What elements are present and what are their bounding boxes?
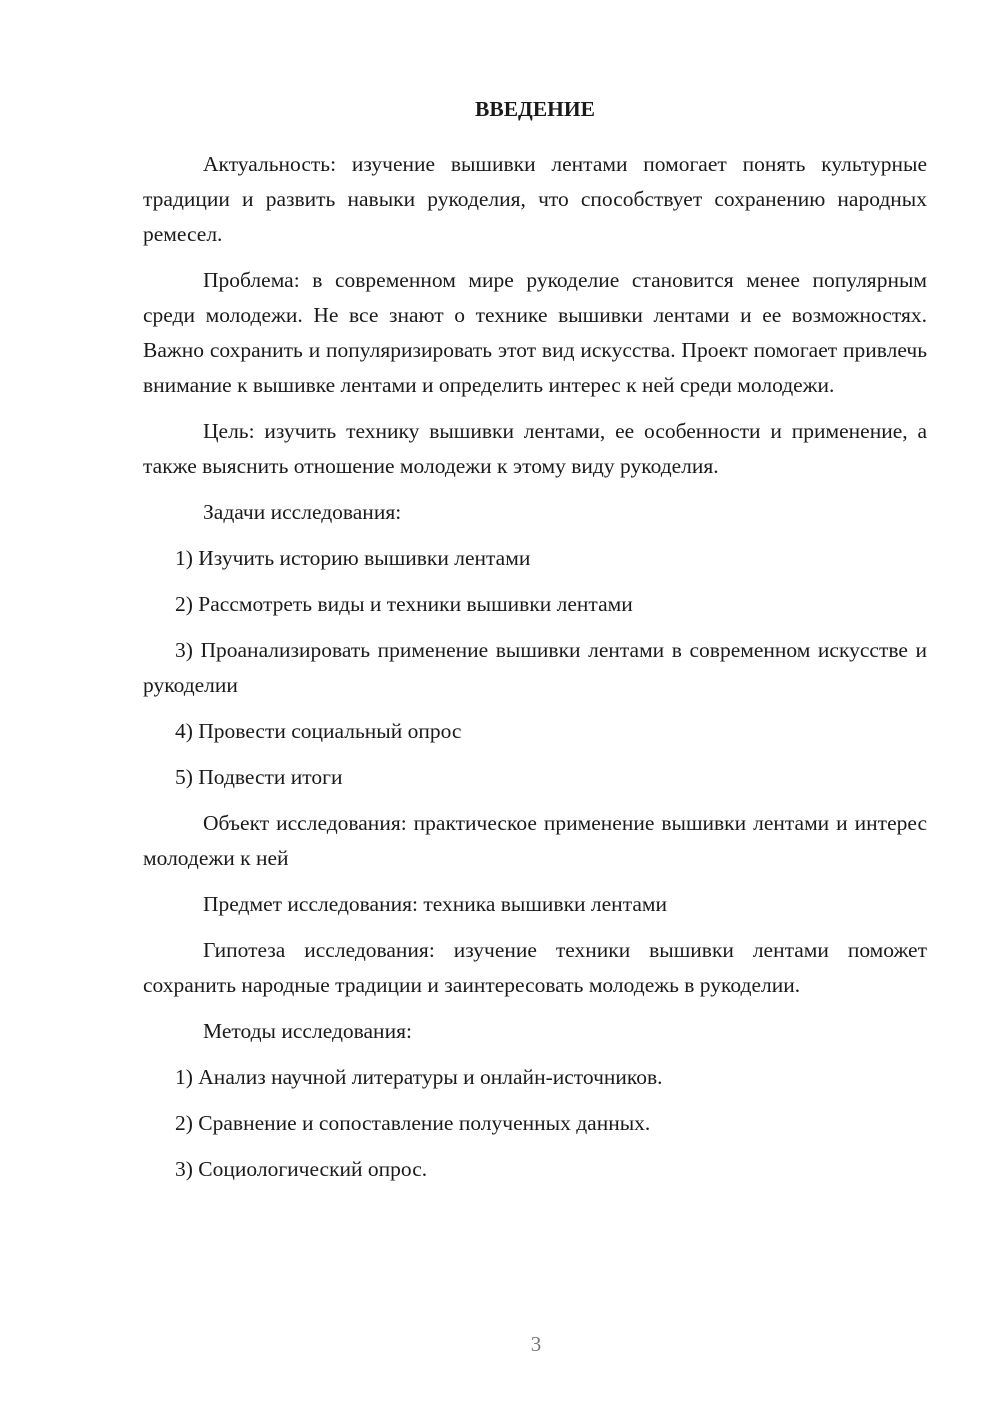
method-item: 1) Анализ научной литературы и онлайн-источников. bbox=[175, 1065, 663, 1089]
task-item: 1) Изучить историю вышивки лентами bbox=[175, 546, 531, 570]
task-item: 2) Рассмотреть виды и техники вышивки лентами bbox=[175, 592, 633, 616]
object-paragraph: Объект исследования: практическое применение вышивки лентами и интерес молодежи к ней bbox=[143, 811, 927, 870]
subject-paragraph: Предмет исследования: техника вышивки лентами bbox=[203, 892, 668, 916]
method-item: 2) Сравнение и сопоставление полученных данных. bbox=[175, 1111, 651, 1135]
methods-heading: Методы исследования: bbox=[203, 1019, 412, 1043]
document-page bbox=[143, 92, 927, 1198]
relevance-paragraph: Актуальность: изучение вышивки лентами помогает понять культурные традиции и развить навыки рукоделия, что способствует сохранению народных ремесел. bbox=[143, 152, 927, 246]
page-number: 3 bbox=[530, 1332, 542, 1356]
problem-paragraph: Проблема: в современном мире рукоделие становится менее популярным среди молодежи. Не все знают о технике вышивки лентами и ее возможностях. Важно сохранить и популяризировать этот вид искусства. Проект помогает привлечь внимание к вышивке лентами и определить интерес к ней среди молодежи. bbox=[143, 268, 927, 397]
goal-paragraph: Цель: изучить технику вышивки лентами, ее особенности и применение, а также выяснить отношение молодежи к этому виду рукоделия. bbox=[143, 419, 927, 478]
task-item: 3) Проанализировать применение вышивки лентами в современном искусстве и рукоделии bbox=[143, 638, 927, 697]
task-item: 5) Подвести итоги bbox=[175, 765, 343, 789]
tasks-heading: Задачи исследования: bbox=[203, 500, 402, 524]
task-item: 4) Провести социальный опрос bbox=[175, 719, 462, 743]
section-heading: ВВЕДЕНИЕ bbox=[475, 97, 595, 121]
method-item: 3) Социологический опрос. bbox=[175, 1157, 428, 1181]
hypothesis-paragraph: Гипотеза исследования: изучение техники вышивки лентами поможет сохранить народные традиции и заинтересовать молодежь в рукоделии. bbox=[143, 938, 927, 997]
